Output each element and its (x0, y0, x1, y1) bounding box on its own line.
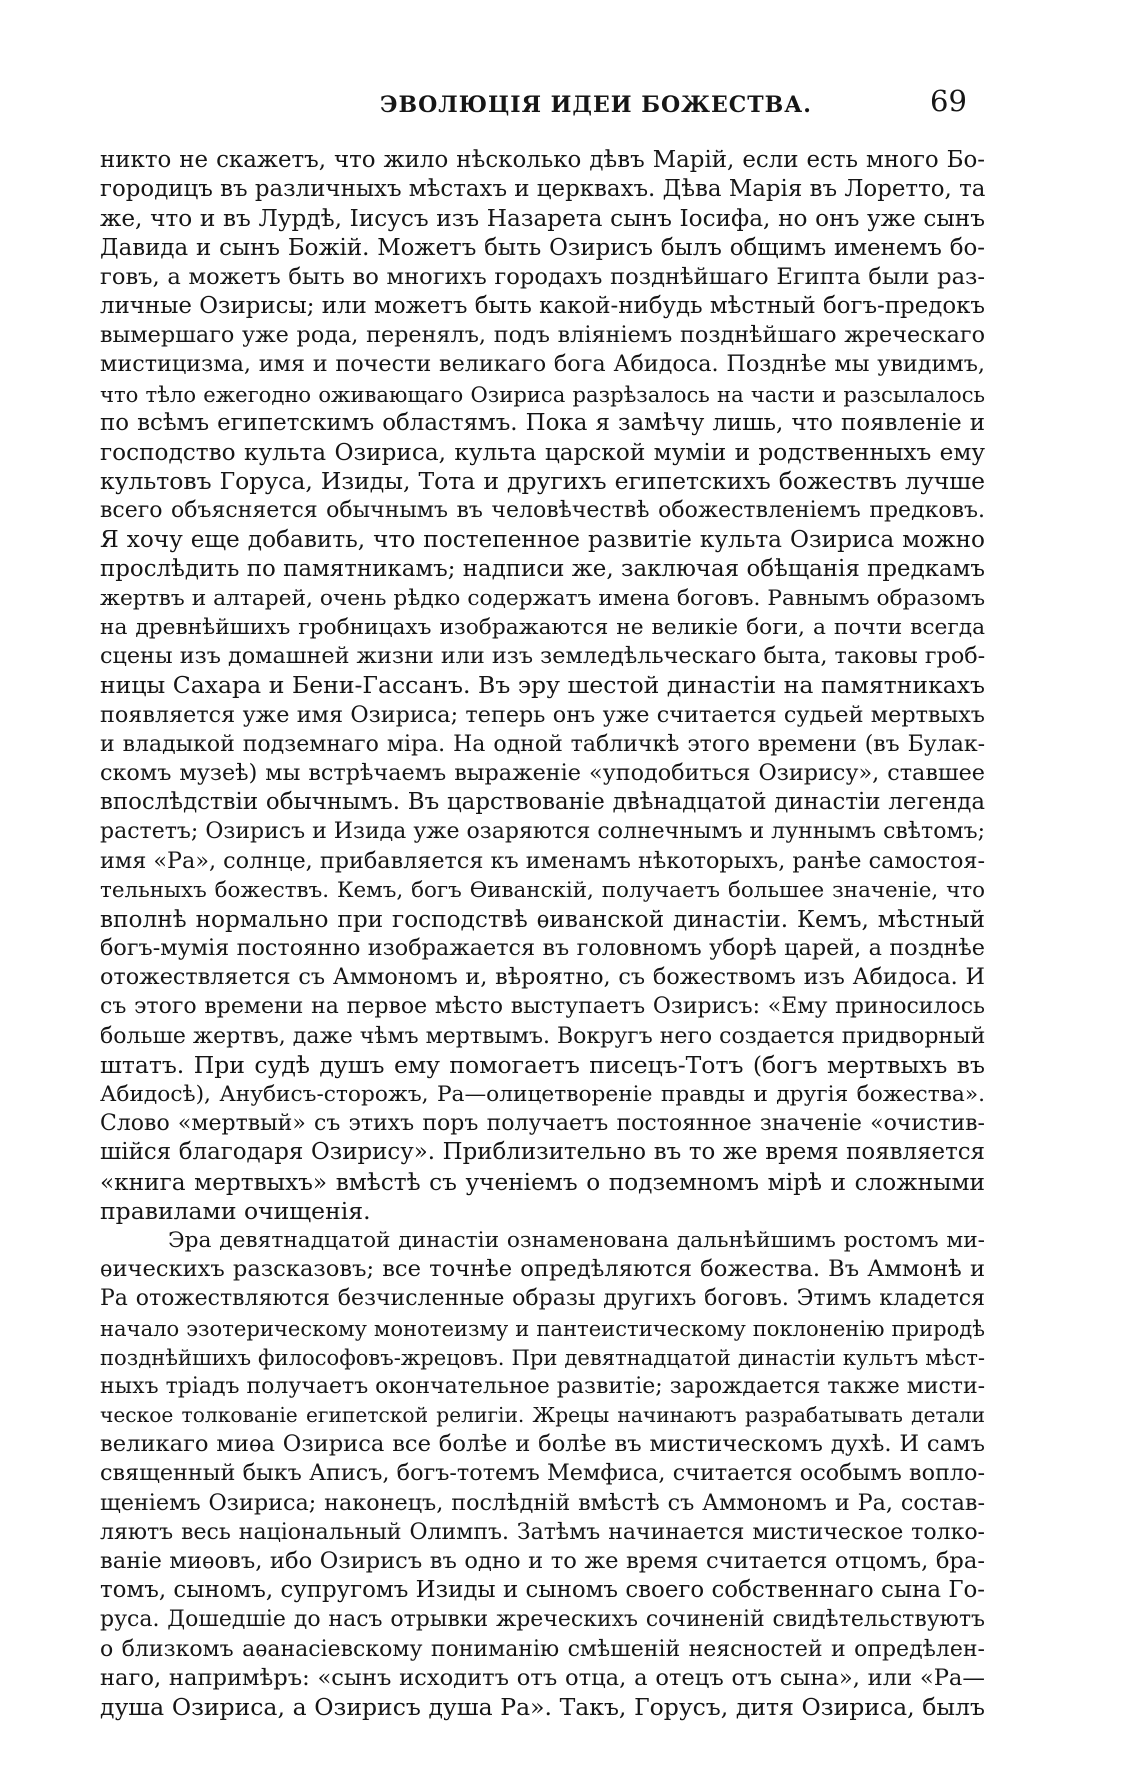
text-line: шійся благодаря Озирису». Приблизительно въ то же время появляется (100, 1139, 985, 1166)
text-line: ваніе миѳовъ, ибо Озирисъ въ одно и то же время считается отцомъ, бра- (100, 1548, 985, 1574)
text-line: ляютъ весь національный Олимпъ. Затѣмъ начинается мистическое толко- (100, 1519, 985, 1545)
text-line: тельныхъ божествъ. Кемъ, богъ Ѳиванскій, получаетъ большее значеніе, что (100, 877, 985, 903)
text-line: Я хочу еще добавить, что постепенное развитіе культа Озириса можно (100, 526, 985, 554)
text-line: растетъ; Озирисъ и Изида уже озаряются солнечнымъ и луннымъ свѣтомъ; (100, 819, 985, 845)
text-line: томъ, сыномъ, супругомъ Изиды и сыномъ своего собственнаго сына Го- (100, 1577, 985, 1604)
page-number: 69 (930, 84, 967, 118)
text-line: Слово «мертвый» съ этихъ поръ получаетъ постоянное значеніе «очистив- (100, 1111, 985, 1137)
text-line: скомъ музеѣ) мы встрѣчаемъ выраженіе «уподобиться Озирису», ставшее (100, 759, 985, 786)
text-line: на древнѣйшихъ гробницахъ изображаются не великіе боги, а почти всегда (100, 615, 985, 640)
text-line: прослѣдить по памятникамъ; надписи же, заключая обѣщанія предкамъ (100, 555, 985, 582)
text-line: и владыкой подземнаго міра. На одной табличкѣ этого времени (въ Булак- (100, 731, 985, 757)
text-line: же, что и въ Лурдѣ, Іисусъ изъ Назарета сынъ Іосифа, но онъ уже сынъ (100, 205, 985, 233)
text-line: священный быкъ Аписъ, богъ-тотемъ Мемфиса, считается особымъ вопло- (100, 1460, 985, 1487)
text-line: впослѣдствіи обычнымъ. Въ царствованіе двѣнадцатой династіи легенда (100, 789, 985, 816)
text-line: городицъ въ различныхъ мѣстахъ и церквахъ. Дѣва Марія въ Лоретто, та (100, 176, 985, 203)
text-line: ныхъ тріадъ получаетъ окончательное развитіе; зарождается также мисти- (100, 1373, 985, 1399)
text-line: отожествляется съ Аммономъ и, вѣроятно, съ божествомъ изъ Абидоса. И (100, 964, 985, 991)
paragraph-end-line: правилами очищенія. (100, 1196, 371, 1225)
paragraph-start-line: Эра девятнадцатой династіи ознаменована дальнѣйшимъ ростомъ ми- (168, 1227, 985, 1253)
text-line: вполнѣ нормально при господствѣ ѳиванской династіи. Кемъ, мѣстный (100, 905, 985, 933)
text-line: душа Озириса, а Озирисъ душа Ра». Такъ, Горусъ, дитя Озириса, былъ (100, 1692, 985, 1721)
text-line: ческое толкованіе египетской религіи. Жрецы начинаютъ разрабатывать детали (100, 1403, 985, 1428)
text-line: появляется уже имя Озириса; теперь онъ уже считается судьей мертвыхъ (100, 701, 985, 728)
text-line: штатъ. При судѣ душъ ему помогаетъ писецъ-Тотъ (богъ мертвыхъ въ (100, 1050, 985, 1079)
text-line: культовъ Горуса, Изиды, Тота и другихъ египетскихъ божествъ лучше (100, 467, 985, 496)
text-line: позднѣйшихъ философовъ-жрецовъ. При девятнадцатой династіи культъ мѣст- (100, 1344, 985, 1370)
text-line: Давида и сынъ Божій. Можетъ быть Озирисъ былъ общимъ именемъ бо- (100, 234, 985, 261)
text-line: по всѣмъ египетскимъ областямъ. Пока я замѣчу лишь, что появленіе и (100, 409, 985, 436)
text-line: щеніемъ Озириса; наконецъ, послѣдній вмѣстѣ съ Аммономъ и Ра, состав- (100, 1489, 985, 1516)
text-line: богъ-мумія постоянно изображается въ головномъ уборѣ царей, а позднѣе (100, 935, 985, 962)
body-text (100, 146, 985, 1722)
text-line: говъ, а можетъ быть во многихъ городахъ позднѣйшаго Египта были раз- (100, 263, 985, 290)
text-line: великаго миѳа Озириса все болѣе и болѣе въ мистическомъ духѣ. И самъ (100, 1431, 985, 1458)
text-line: наго, напримѣръ: «сынъ исходитъ отъ отца, а отецъ отъ сына», или «Ра— (100, 1664, 985, 1691)
text-line: ницы Сахара и Бени-Гассанъ. Въ эру шестой династіи на памятникахъ (100, 671, 985, 700)
text-line: Абидосѣ), Анубисъ-сторожъ, Ра—олицетвореніе правды и другія божества». (100, 1082, 985, 1107)
text-line: вымершаго уже рода, перенялъ, подъ вліяніемъ позднѣйшаго жреческаго (100, 322, 985, 349)
text-line: мистицизма, имя и почести великаго бога Абидоса. Позднѣе мы увидимъ, (100, 351, 985, 378)
text-line: начало эзотерическому монотеизму и пантеистическому поклоненію природѣ (100, 1315, 985, 1341)
text-line: «книга мертвыхъ» вмѣстѣ съ ученіемъ о подземномъ мірѣ и сложными (100, 1168, 985, 1196)
text-line: Ра отожествляются безчисленные образы другихъ боговъ. Этимъ кладется (100, 1286, 985, 1312)
text-line: всего объясняется обычнымъ въ человѣчествѣ обожествленіемъ предковъ. (100, 498, 985, 524)
running-title: ЭВОЛЮЦІЯ ИДЕИ БОЖЕСТВА. (380, 92, 812, 118)
text-line: о близкомъ аѳанасіевскому пониманію смѣшеній неясностей и опредѣлен- (100, 1636, 985, 1662)
text-line: жертвъ и алтарей, очень рѣдко содержатъ имена боговъ. Равнымъ образомъ (100, 585, 985, 611)
text-line: имя «Ра», солнце, прибавляется къ именамъ нѣкоторыхъ, ранѣе самостоя- (100, 847, 985, 874)
text-line: господство культа Озириса, культа царской муміи и родственныхъ ему (100, 438, 985, 466)
text-line: съ этого времени на первое мѣсто выступаетъ Озирисъ: «Ему приносилось (100, 994, 985, 1020)
text-line: ѳическихъ разсказовъ; все точнѣе опредѣляются божества. Въ Аммонѣ и (100, 1256, 985, 1283)
text-line: больше жертвъ, даже чѣмъ мертвымъ. Вокругъ него создается придворный (100, 1023, 985, 1049)
text-line: никто не скажетъ, что жило нѣсколько дѣвъ Марій, если есть много Бо- (100, 147, 985, 173)
text-line: что тѣло ежегодно оживающаго Озириса разрѣзалось на части и разсылалось (100, 381, 985, 407)
text-line: сцены изъ домашней жизни или изъ земледѣльческаго быта, таковы гроб- (100, 643, 985, 670)
text-line: личные Озирисы; или можетъ быть какой-нибудь мѣстный богъ-предокъ (100, 292, 985, 319)
running-head (0, 82, 1140, 122)
text-line: руса. Дошедшіе до насъ отрывки жреческихъ сочиненій свидѣтельствуютъ (100, 1607, 985, 1633)
